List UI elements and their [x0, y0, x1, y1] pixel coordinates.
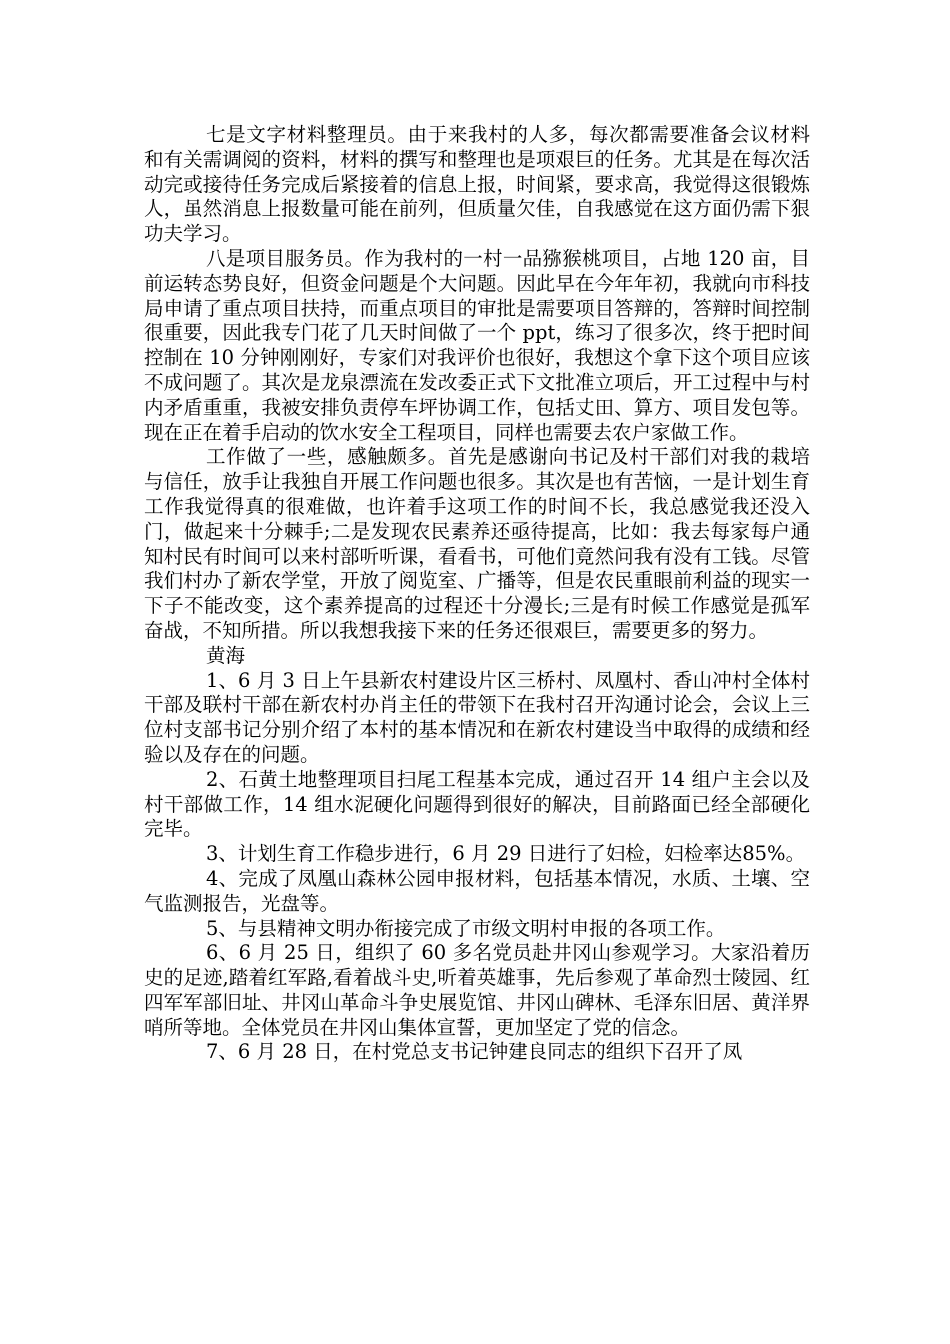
- list-item-7: 7、6 月 28 日，在村党总支书记钟建良同志的组织下召开了凤: [206, 1040, 743, 1064]
- list-item-4: 4、完成了凤凰山森林公园申报材料，包括基本情况，水质、土壤、空气监测报告，光盘等。: [144, 866, 810, 915]
- list-item-6: 6、6 月 25 日，组织了 60 多名党员赴井冈山参观学习。大家沿着历史的足迹,踏着红军路,看着战斗史,听着英雄事，先后参观了革命烈士陵园、红四军军部旧址、井冈山革命斗争史展览馆、井冈山碑林、毛泽东旧居、黄洋界哨所等地。全体党员在井冈山集体宣誓，更加坚定了党的信念。: [144, 941, 810, 1039]
- list-item-3: 3、计划生育工作稳步进行，6 月 29 日进行了妇检，妇检率达85%。: [206, 842, 806, 866]
- list-item-1: 1、6 月 3 日上午县新农村建设片区三桥村、凤凰村、香山冲村全体村干部及联村干部在新农村办肖主任的带领下在我村召开沟通讨论会，会议上三位村支部书记分别介绍了本村的基本情况和在新农村建设当中取得的成绩和经验以及存在的问题。: [144, 668, 810, 766]
- paragraph-reflections: 工作做了一些，感触颇多。首先是感谢向书记及村干部们对我的栽培与信任，放手让我独自开展工作问题也很多。其次是也有苦恼，一是计划生育工作我觉得真的很难做，也许着手这项工作的时间不长，我总感觉我还没入门，做起来十分棘手;二是发现农民素养还亟待提高，比如：我去每家每户通知村民有时间可以来村部听听课，看看书，可他们竟然问我有没有工钱。尽管我们村办了新农学堂，开放了阅览室、广播等，但是农民重眼前利益的现实一下子不能改变，这个素养提高的过程还十分漫长;三是有时候工作感觉是孤军奋战，不知所措。所以我想我接下来的任务还很艰巨，需要更多的努力。: [144, 445, 810, 642]
- section-heading-huanghai: 黄海: [206, 643, 246, 667]
- paragraph-project-service: 八是项目服务员。作为我村的一村一品猕猴桃项目，占地 120 亩，目前运转态势良好，但资金问题是个大问题。因此早在今年年初，我就向市科技局申请了重点项目扶持，而重点项目的审批是需要项目答辩的，答辩时间控制很重要，因此我专门花了几天时间做了一个 ppt，练习了很多次，终于把时间控制在 10 分钟刚刚好，专家们对我评价也很好，我想这个拿下这个项目应该不成问题了。其次是龙泉漂流在发改委正式下文批准立项后，开工过程中与村内矛盾重重，我被安排负责停车坪协调工作，包括丈田、算方、项目发包等。现在正在着手启动的饮水安全工程项目，同样也需要去农户家做工作。: [144, 246, 810, 444]
- document-body: [144, 123, 810, 1065]
- paragraph-writing-materials: 七是文字材料整理员。由于来我村的人多，每次都需要准备会议材料和有关需调阅的资料，材料的撰写和整理也是项艰巨的任务。尤其是在每次活动完或接待任务完成后紧接着的信息上报，时间紧，要求高，我觉得这很锻炼人，虽然消息上报数量可能在前列，但质量欠佳，自我感觉在这方面仍需下狠功夫学习。: [144, 123, 810, 246]
- list-item-2: 2、石黄土地整理项目扫尾工程基本完成，通过召开 14 组户主会以及村干部做工作，14 组水泥硬化问题得到很好的解决，目前路面已经全部硬化完毕。: [144, 767, 810, 841]
- list-item-5: 5、与县精神文明办衔接完成了市级文明村申报的各项工作。: [206, 916, 726, 940]
